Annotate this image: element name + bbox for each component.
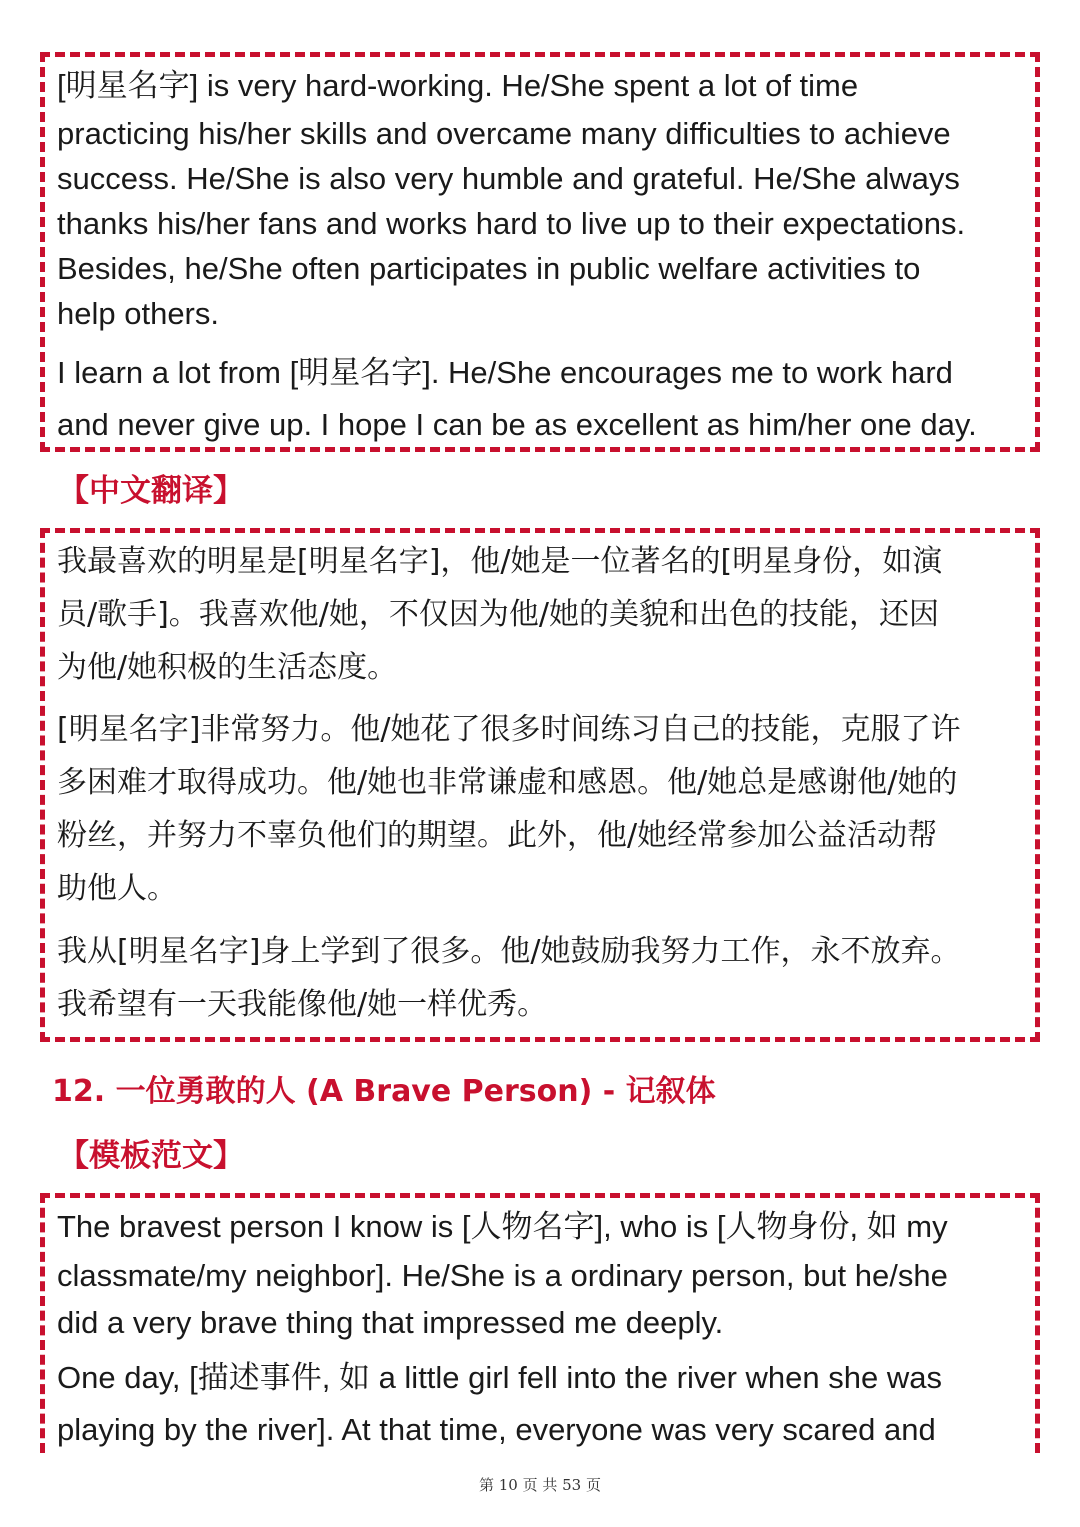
text-line: help others. — [57, 296, 219, 331]
section-heading: 12. 一位勇敢的人 (A Brave Person) - 记叙体 — [52, 1074, 716, 1109]
text-line: 为他/她积极的生活态度。 — [57, 650, 398, 685]
paragraph — [57, 347, 1027, 451]
text-box-english-1 — [40, 52, 1040, 452]
text-line: Besides, he/She often participates in public welfare activities to — [57, 251, 921, 286]
text-line: One day, [描述事件, 如 a little girl fell into the river when she was — [57, 1360, 942, 1395]
text-line: The bravest person I know is [人物名字], who is [人物身份, 如 my — [57, 1209, 948, 1244]
text-line: did a very brave thing that impressed me deeply. — [57, 1305, 724, 1340]
paragraph — [57, 61, 1027, 336]
text-line: and never give up. I hope I can be as excellent as him/her one day. — [57, 407, 977, 442]
paragraph — [57, 535, 1027, 694]
text-line: 我最喜欢的明星是[明星名字]，他/她是一位著名的[明星身份，如演 — [57, 544, 943, 579]
text-line: playing by the river]. At that time, everyone was very scared and — [57, 1412, 936, 1447]
text-line: 粉丝，并努力不辜负他们的期望。此外，他/她经常参加公益活动帮 — [57, 818, 938, 853]
text-line: practicing his/her skills and overcame many difficulties to achieve — [57, 116, 951, 151]
text-line: 助他人。 — [57, 871, 177, 906]
paragraph — [57, 1202, 1027, 1345]
text-line: 我从[明星名字]身上学到了很多。他/她鼓励我努力工作，永不放弃。 — [57, 934, 961, 969]
text-box-english-2 — [40, 1193, 1040, 1453]
text-line: success. He/She is also very humble and grateful. He/She always — [57, 161, 960, 196]
text-box-chinese — [40, 528, 1040, 1042]
text-line: [明星名字]非常努力。他/她花了很多时间练习自己的技能，克服了许 — [57, 712, 961, 747]
text-line: I learn a lot from [明星名字]. He/She encourages me to work hard — [57, 355, 953, 390]
translation-label: 【中文翻译】 — [58, 473, 244, 509]
text-line: thanks his/her fans and works hard to live up to their expectations. — [57, 206, 966, 241]
text-line: 我希望有一天我能像他/她一样优秀。 — [57, 987, 548, 1022]
paragraph — [57, 703, 1027, 915]
text-line: classmate/my neighbor]. He/She is a ordinary person, but he/she — [57, 1258, 948, 1293]
text-line: [明星名字] is very hard-working. He/She spent a lot of time — [57, 68, 859, 103]
paragraph — [57, 925, 1027, 1031]
text-line: 员/歌手]。我喜欢他/她，不仅因为他/她的美貌和出色的技能，还因 — [57, 597, 940, 632]
template-label: 【模板范文】 — [58, 1138, 244, 1174]
paragraph — [57, 1352, 1027, 1456]
page-footer: 第 10 页 共 53 页 — [478, 1476, 601, 1494]
text-line: 多困难才取得成功。他/她也非常谦虚和感恩。他/她总是感谢他/她的 — [57, 765, 958, 800]
